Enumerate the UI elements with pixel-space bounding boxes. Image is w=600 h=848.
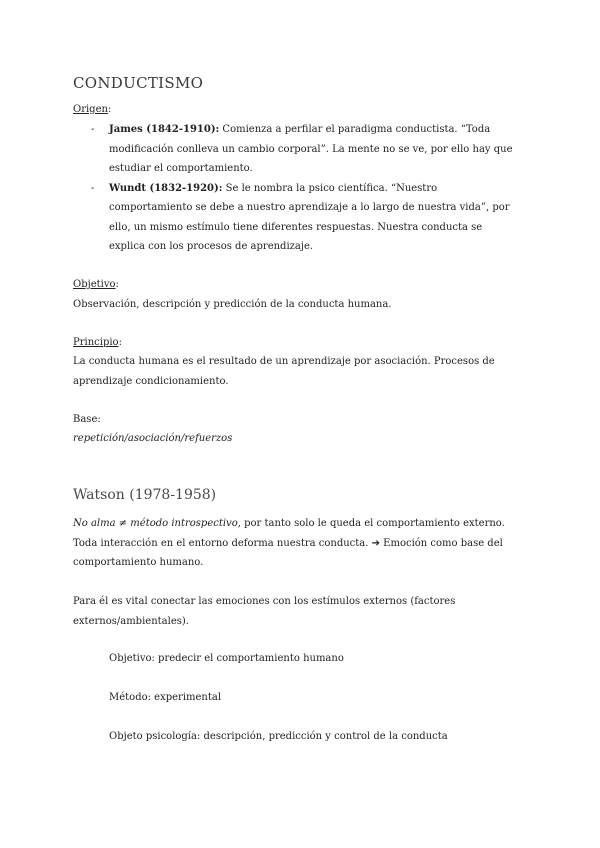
watson-objeto: Objeto psicología: descripción, predicción y control de la conducta [109, 731, 448, 742]
principio-heading: Principio: [73, 337, 122, 348]
watson-intro [73, 514, 523, 573]
objetivo-label: Objetivo [73, 279, 116, 290]
origen-list [91, 120, 521, 257]
list-item [91, 120, 521, 179]
watson-paragraph: Para él es vital conectar las emociones con los estímulos externos (factores externos/ambientales). [73, 596, 456, 627]
watson-objetivo: Objetivo: predecir el comportamiento humano [109, 653, 344, 664]
origen-heading: Origen: [73, 104, 112, 115]
item-name: Wundt [109, 182, 146, 194]
objetivo-heading: Objetivo: [73, 279, 119, 290]
principio-text: La conducta humana es el resultado de un aprendizaje por asociación. Procesos de aprendizaje condicionamiento. [73, 356, 495, 387]
watson-metodo: Método: experimental [109, 692, 222, 703]
item-text: Comienza a perfilar el paradigma conductista. “Toda modificación conlleva un cambio corporal”. La mente no se ve, por ello hay que estudiar el comportamiento. [109, 124, 513, 174]
objetivo-text: Observación, descripción y predicción de la conducta humana. [73, 299, 392, 310]
item-name: James [109, 124, 143, 135]
list-item [91, 179, 521, 257]
item-text: Se le nombra la psico científica. “Nuestro comportamiento se debe a nuestro aprendizaje a lo largo de nuestra vida”, por ello, un mismo estímulo tiene diferentes respuestas. Nuestra conducta se explica con los procesos de aprendizaje. [109, 182, 510, 252]
base-label: Base: [73, 414, 101, 425]
item-years: (1832-1920): [145, 182, 223, 194]
page-title: CONDUCTISMO [73, 74, 204, 92]
watson-intro-rest: , por tanto solo le queda el comportamiento externo. Toda interacción en el entorno deforma nuestra conducta. ➔ Emoción como base del comportamiento humano. [73, 518, 505, 568]
principio-label: Principio [73, 337, 119, 348]
item-years: (1842-1910): [142, 124, 220, 135]
base-text: repetición/asociación/refuerzos [73, 433, 233, 444]
watson-heading: Watson (1978-1958) [73, 487, 217, 503]
dash-bullet: - [91, 124, 95, 135]
origen-label: Origen [73, 104, 108, 115]
dash-bullet: - [91, 182, 95, 194]
watson-intro-italic: No alma ≠ método introspectivo [73, 518, 238, 529]
